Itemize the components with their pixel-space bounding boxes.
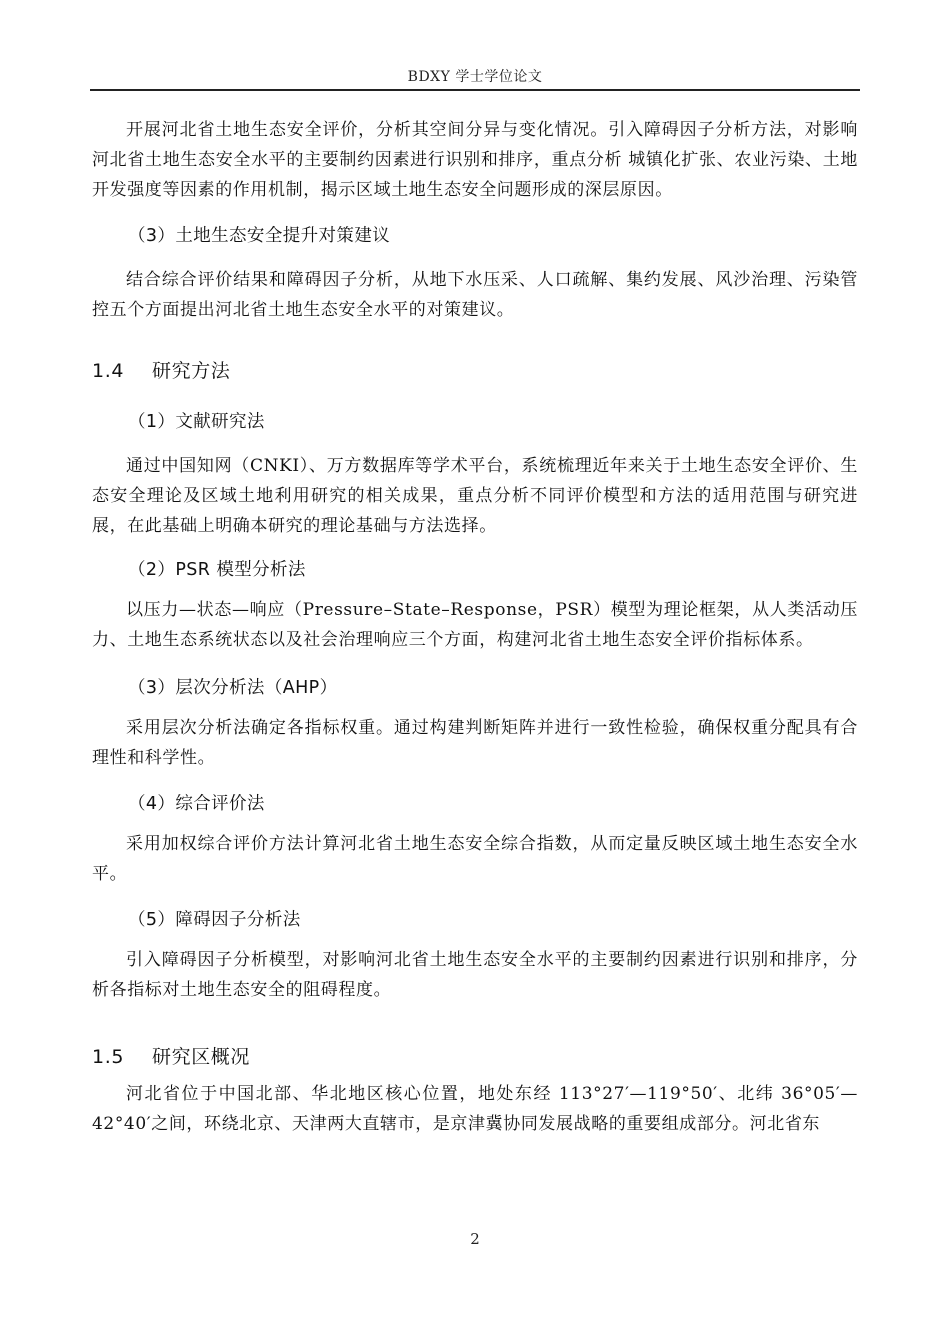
paragraph-comprehensive-method: 采用加权综合评价方法计算河北省土地生态安全综合指数，从而定量反映区域土地生态安全水平。 — [92, 834, 858, 884]
body-content — [92, 115, 858, 1139]
paragraph-study-area: 河北省位于中国北部、华北地区核心位置，地处东经 113°27′—119°50′、北纬 36°05′—42°40′之间，环绕北京、天津两大直辖市，是京津冀协同发展战略的重要组成部分。河北省东 — [92, 1084, 858, 1134]
paragraph-intro: 开展河北省土地生态安全评价，分析其空间分异与变化情况。引入障碍因子分析方法，对影响河北省土地生态安全水平的主要制约因素进行识别和排序，重点分析 城镇化扩张、农业污染、土地开发强度等因素的作用机制，揭示区域土地生态安全问题形成的深层原因。 — [92, 120, 858, 200]
subheading-psr-method: （2）PSR 模型分析法 — [128, 560, 306, 580]
subheading-literature-method: （1）文献研究法 — [128, 412, 265, 432]
subheading-ahp-method: （3）层次分析法（AHP） — [128, 678, 338, 698]
paragraph-psr-method: 以压力—状态—响应（Pressure–State–Response，PSR）模型为理论框架，从人类活动压力、土地生态系统状态以及社会治理响应三个方面，构建河北省土地生态安全评价指标体系。 — [92, 600, 858, 650]
subheading-countermeasures: （3）土地生态安全提升对策建议 — [128, 226, 391, 246]
paragraph-ahp-method: 采用层次分析法确定各指标权重。通过构建判断矩阵并进行一致性检验，确保权重分配具有合理性和科学性。 — [92, 718, 858, 768]
subheading-comprehensive-method: （4）综合评价法 — [128, 794, 265, 814]
section-heading-1-4 — [92, 355, 858, 387]
section-heading-1-5 — [92, 1041, 858, 1073]
header-rule — [90, 89, 860, 91]
page-header: BDXY 学士学位论文 — [407, 69, 543, 85]
paragraph-countermeasures: 结合综合评价结果和障碍因子分析，从地下水压采、人口疏解、集约发展、风沙治理、污染管控五个方面提出河北省土地生态安全水平的对策建议。 — [92, 270, 858, 320]
paragraph-literature-method: 通过中国知网（CNKI）、万方数据库等学术平台，系统梳理近年来关于土地生态安全评价、生态安全理论及区域土地利用研究的相关成果，重点分析不同评价模型和方法的适用范围与研究进展，在此基础上明确本研究的理论基础与方法选择。 — [92, 456, 858, 536]
subheading-obstacle-method: （5）障碍因子分析法 — [128, 910, 301, 930]
section-title: 研究区概况 — [152, 1046, 251, 1068]
section-number: 1.4 — [92, 360, 125, 382]
paragraph-obstacle-method: 引入障碍因子分析模型，对影响河北省土地生态安全水平的主要制约因素进行识别和排序，分析各指标对土地生态安全的阻碍程度。 — [92, 950, 858, 1000]
section-number: 1.5 — [92, 1046, 125, 1068]
section-title: 研究方法 — [152, 360, 231, 382]
page-number: 2 — [470, 1230, 480, 1248]
